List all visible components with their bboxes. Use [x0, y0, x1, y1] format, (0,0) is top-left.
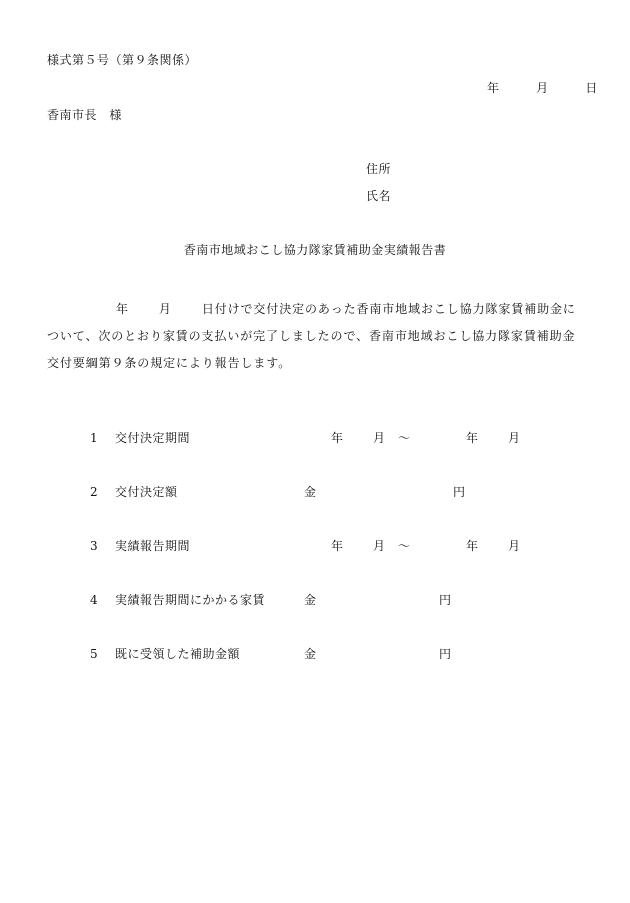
address-label: 住所 — [366, 162, 392, 176]
name-label: 氏名 — [366, 189, 392, 203]
item-label: 既に受領した補助金額 — [115, 647, 241, 661]
yen-unit: 円 — [439, 647, 452, 661]
start-month-label: 月 — [373, 431, 386, 445]
addressee: 香南市長 様 — [47, 108, 123, 122]
start-year-label: 年 — [331, 431, 344, 445]
item-number: 2 — [90, 485, 99, 499]
yen-unit: 円 — [439, 593, 452, 607]
yen-unit: 円 — [453, 485, 466, 499]
end-month-label: 月 — [508, 539, 521, 553]
start-month-label: 月 — [373, 539, 386, 553]
amount-prefix: 金 — [304, 647, 317, 661]
report-body-text — [47, 296, 582, 377]
item-number: 5 — [90, 647, 99, 661]
end-month-label: 月 — [508, 431, 521, 445]
item-number: 1 — [90, 431, 99, 445]
form-number: 様式第５号（第９条関係） — [47, 53, 198, 67]
start-year-label: 年 — [331, 539, 344, 553]
body-paragraph: 日付けで交付決定のあった香南市地域おこし協力隊家賃補助金について、次のとおり家賃の支払いが完了しましたので、香南市地域おこし協力隊家賃補助金交付要綱第９条の規定により報告します。 — [47, 302, 576, 370]
item-label: 交付決定期間 — [115, 431, 191, 445]
date-day-label: 日 — [585, 81, 598, 95]
item-label: 実績報告期間 — [115, 539, 191, 553]
submission-date — [487, 81, 598, 95]
date-year-label: 年 — [487, 81, 500, 95]
period-tilde: ～ — [398, 431, 411, 445]
item-label: 実績報告期間にかかる家賃 — [115, 593, 266, 607]
amount-prefix: 金 — [304, 485, 317, 499]
period-tilde: ～ — [398, 539, 411, 553]
document-title: 香南市地域おこし協力隊家賃補助金実績報告書 — [183, 243, 447, 257]
item-number: 4 — [90, 593, 99, 607]
body-year-label: 年 — [116, 302, 129, 316]
item-number: 3 — [90, 539, 99, 553]
end-year-label: 年 — [466, 539, 479, 553]
end-year-label: 年 — [466, 431, 479, 445]
amount-prefix: 金 — [304, 593, 317, 607]
date-month-label: 月 — [536, 81, 549, 95]
body-month-label: 月 — [158, 302, 172, 316]
item-label: 交付決定額 — [115, 485, 178, 499]
